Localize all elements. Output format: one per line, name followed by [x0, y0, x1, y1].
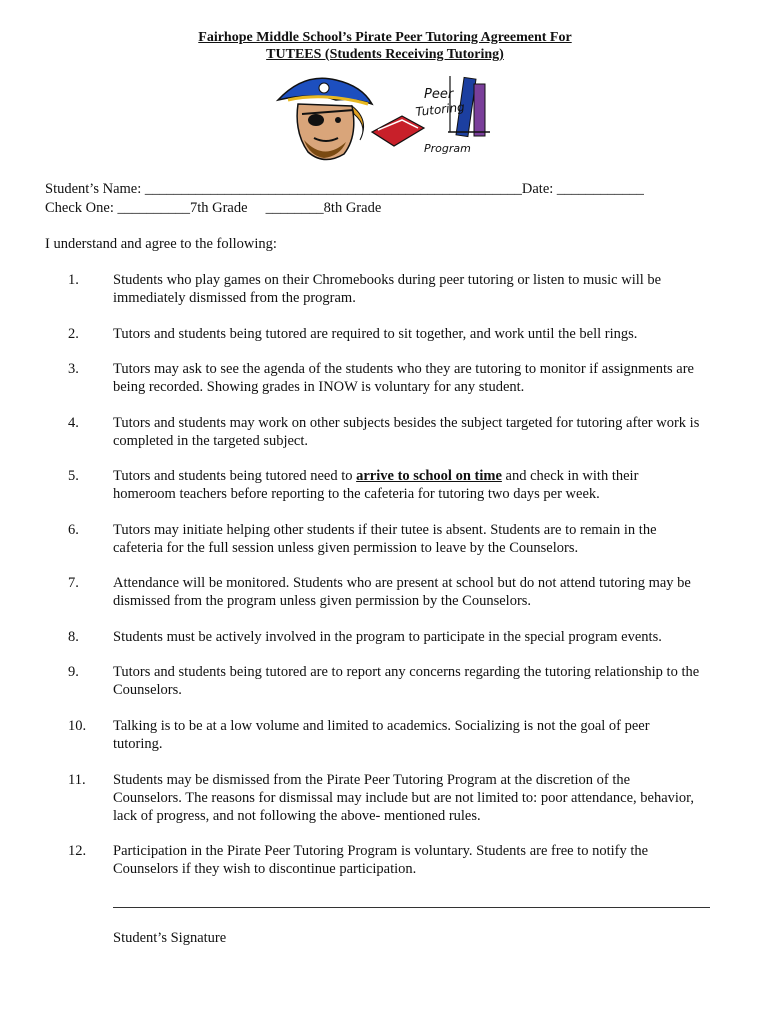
- rule-number: 3.: [68, 361, 79, 377]
- rule-text: Tutors and students being tutored are required to sit together, and work until the bell rings.: [113, 326, 638, 342]
- agreement-intro: I understand and agree to the following:: [45, 236, 277, 252]
- rule-text: immediately dismissed from the program.: [113, 290, 356, 306]
- rule-text: completed in the targeted subject.: [113, 433, 309, 449]
- rule-text: Counselors.: [113, 682, 182, 698]
- rule-text: tutoring.: [113, 736, 163, 752]
- rule-text: and check in with their: [501, 468, 639, 484]
- rule-text: Tutors may ask to see the agenda of the students who they are tutoring to monitor if assignments are: [113, 361, 694, 377]
- rule-number: 5.: [68, 468, 79, 484]
- document-title: Fairhope Middle School’s Pirate Peer Tutoring Agreement For: [198, 30, 572, 45]
- rule-text: Attendance will be monitored. Students who are present at school but do not attend tutoring may be: [113, 575, 691, 591]
- student-name-date-line: Student’s Name: ____________________________________________________Date: ____________: [45, 181, 644, 197]
- rule-number: 6.: [68, 522, 79, 538]
- rule-text: Students who play games on their Chromebooks during peer tutoring or listen to music will be: [113, 272, 662, 288]
- rule-text: lack of progress, and not following the above- mentioned rules.: [113, 808, 481, 824]
- rule-number: 7.: [68, 575, 79, 591]
- rule-number: 11.: [68, 772, 86, 788]
- emphasized-rule-text: arrive to school on time: [356, 468, 502, 484]
- rule-text: Tutors may initiate helping other students if their tutee is absent. Students are to remain in the: [113, 522, 657, 538]
- logo-text-tutoring: Tutoring: [414, 99, 466, 119]
- rule-text: being recorded. Showing grades in INOW is voluntary for any student.: [113, 379, 525, 395]
- logo-text-program: Program: [424, 142, 471, 155]
- grade-check-line: Check One: __________7th Grade ________8th Grade: [45, 200, 382, 216]
- rule-number: 10.: [68, 718, 87, 734]
- signature-label: Student’s Signature: [113, 930, 227, 946]
- rule-text: cafeteria for the full session unless given permission to leave by the Counselors.: [113, 540, 579, 556]
- rule-number: 1.: [68, 272, 79, 288]
- rule-text: homeroom teachers before reporting to the cafeteria for tutoring two days per week.: [113, 486, 600, 502]
- rule-number: 2.: [68, 326, 79, 342]
- pirate-peer-tutoring-logo: [274, 70, 496, 166]
- rule-number: 9.: [68, 664, 79, 680]
- signature-line[interactable]: [113, 907, 710, 908]
- rule-text: Talking is to be at a low volume and limited to academics. Socializing is not the goal of peer: [113, 718, 650, 734]
- rule-text: Counselors if they wish to discontinue participation.: [113, 861, 417, 877]
- rule-number: 8.: [68, 629, 79, 645]
- rule-text: dismissed from the program unless given permission by the Counselors.: [113, 593, 532, 609]
- logo-text-peer: Peer: [424, 87, 454, 102]
- document-subtitle: TUTEES (Students Receiving Tutoring): [266, 47, 504, 62]
- rule-text: Tutors and students may work on other subjects besides the subject targeted for tutoring after work is: [113, 415, 700, 431]
- rule-text: Students must be actively involved in the program to participate in the special program events.: [113, 629, 662, 645]
- rule-text: Students may be dismissed from the Pirate Peer Tutoring Program at the discretion of the: [113, 772, 631, 788]
- rule-text: Participation in the Pirate Peer Tutoring Program is voluntary. Students are free to notify the: [113, 843, 649, 859]
- rule-text: Tutors and students being tutored need to: [113, 468, 357, 484]
- rule-number: 12.: [68, 843, 87, 859]
- rule-number: 4.: [68, 415, 79, 431]
- rule-text: Tutors and students being tutored are to report any concerns regarding the tutoring relationship to the: [113, 664, 700, 680]
- rule-text: Counselors. The reasons for dismissal may include but are not limited to: poor attendance, behavior,: [113, 790, 695, 806]
